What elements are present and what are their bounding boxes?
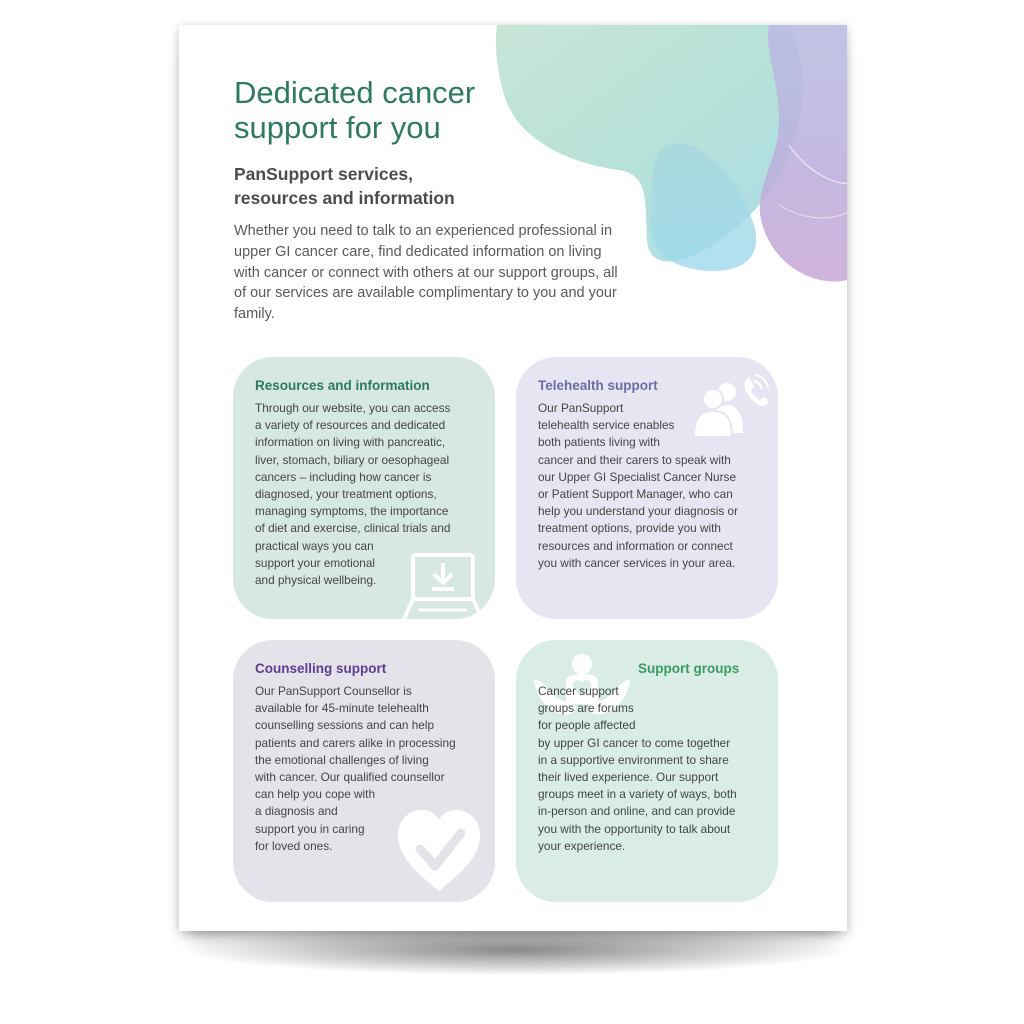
intro-paragraph: Whether you need to talk to an experienced professional in upper GI cancer care, find dedicated information on living with cancer or connect with others at our support groups, all of our services are available complimentary to you and your family. (234, 223, 618, 323)
page-title (234, 75, 475, 145)
card-body: Cancer support groups are forums for people affected by upper GI cancer to come together in a supportive environment to share their lived experience. Our support groups meet in a variety of ways, both in-person and online, and can provide you with the opportunity to talk about your experience. (538, 684, 737, 853)
page-drop-shadow (190, 925, 840, 975)
subtitle-line-2: resources and information (234, 188, 455, 208)
card-support-groups (516, 640, 778, 902)
card-title: Resources and information (255, 378, 430, 393)
card-body: Through our website, you can access a variety of resources and dedicated information on living with pancreatic, liver, stomach, biliary or oesophageal cancers – including how cancer is diagnosed, your treatment options, managing symptoms, the importance of diet and exercise, clinical trials and practical ways you can support your emotional and physical wellbeing. (255, 401, 451, 588)
page-subtitle (234, 162, 455, 210)
card-counselling (233, 640, 495, 902)
card-telehealth (516, 357, 778, 619)
card-body: Our PanSupport Counsellor is available for 45-minute telehealth counselling sessions and can help patients and carers alike in processing the emotional challenges of living with cancer. Our qualified counsellor can help you cope with a diagnosis and support you in caring for loved ones. (255, 684, 456, 853)
card-body: Our PanSupport telehealth service enables both patients living with cancer and their carers to speak with our Upper GI Specialist Cancer Nurse or Patient Support Manager, who can help you understand your diagnosis or treatment options, provide you with resources and information or connect you with cancer services in your area. (538, 401, 739, 570)
card-resources (233, 357, 495, 619)
card-title: Support groups (638, 661, 740, 676)
subtitle-line-1: PanSupport services, (234, 164, 413, 184)
card-title: Counselling support (255, 661, 387, 676)
card-title: Telehealth support (538, 378, 658, 393)
flyer-page (179, 25, 847, 931)
title-line-1: Dedicated cancer (234, 75, 476, 110)
title-line-2: support for you (234, 110, 441, 145)
